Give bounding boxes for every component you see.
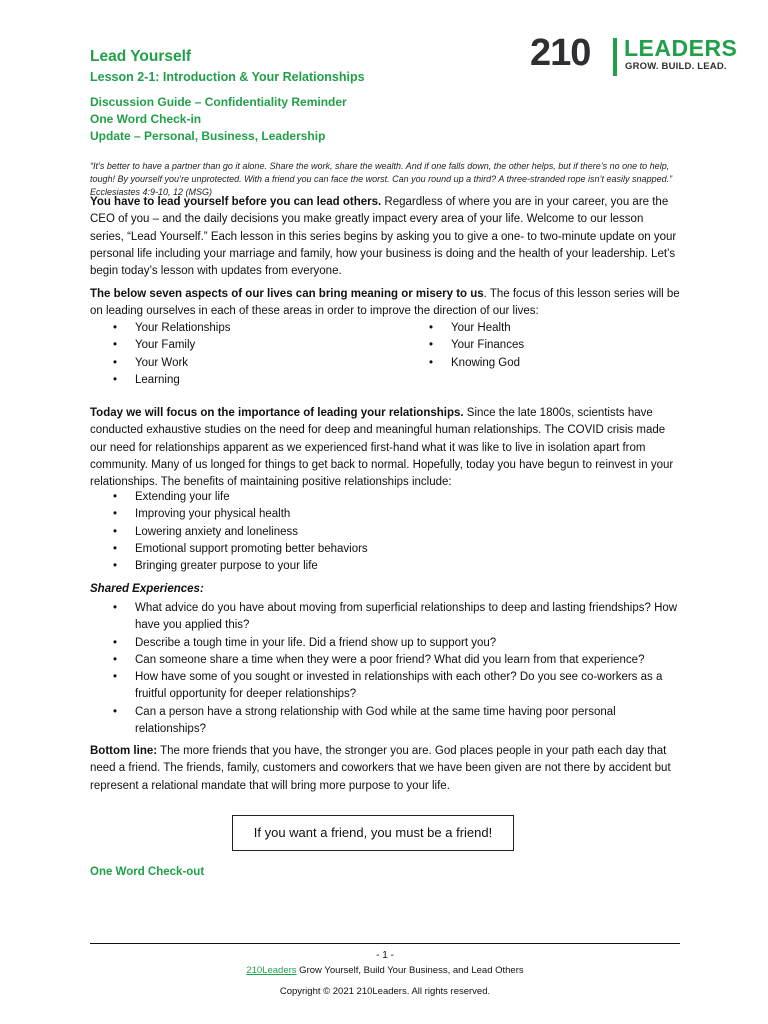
question-item: • Can a person have a strong relationship with God while at the same time having poor personal relationships?	[90, 704, 680, 739]
logo-tagline: GROW. BUILD. LEAD.	[625, 61, 727, 72]
list-item: • Your Family	[90, 337, 380, 354]
shared-questions-list	[90, 600, 680, 738]
logo-word: LEADERS	[624, 35, 738, 61]
check-out-heading: One Word Check-out	[90, 866, 205, 878]
logo-number: 210	[530, 32, 591, 74]
shared-experiences-heading: Shared Experiences:	[90, 583, 204, 595]
footer-tagline-text: Grow Yourself, Build Your Business, and Lead Others	[296, 965, 524, 976]
aspects-bold: The below seven aspects of our lives can bring meaning or misery to us	[90, 288, 484, 300]
aspects-text: . The focus of this lesson series will be on leading ourselves in each of these areas in order to improve the direction of our lives:	[90, 288, 680, 318]
list-item: • Knowing God	[406, 355, 676, 372]
footer-divider	[90, 943, 680, 944]
bottom-line-bold: Bottom line:	[90, 745, 158, 757]
list-item: • Extending your life	[90, 489, 680, 506]
list-item: • Lowering anxiety and loneliness	[90, 524, 680, 541]
list-item: • Your Finances	[406, 337, 676, 354]
footer-tagline	[90, 965, 680, 976]
question-item: • Describe a tough time in your life. Did a friend show up to support you?	[90, 635, 680, 652]
aspects-list-right	[406, 320, 676, 372]
check-in-heading: One Word Check-in	[90, 112, 202, 126]
callout-box: If you want a friend, you must be a friend!	[232, 815, 514, 851]
210leaders-logo	[530, 34, 768, 78]
list-item: • Bringing greater purpose to your life	[90, 558, 680, 575]
question-item: • How have some of you sought or invested in relationships with each other? Do you see co-workers as a fruitful opportunity for deeper relationships?	[90, 669, 680, 704]
focus-bold: Today we will focus on the importance of leading your relationships.	[90, 407, 464, 419]
aspects-paragraph	[90, 286, 680, 321]
bottom-line-paragraph	[90, 743, 680, 795]
lesson-title: Lesson 2-1: Introduction & Your Relationships	[90, 70, 365, 84]
footer-link[interactable]: 210Leaders	[246, 965, 297, 976]
document-title: Lead Yourself	[90, 48, 192, 65]
focus-text: Since the late 1800s, scientists have conducted exhaustive studies on the need for deep and meaningful human relationships. The COVID crisis made our need for relationships apparent as we experienced first-hand what it was like to live in isolation apart from community. Many of us longed for things to get back to normal. Hopefully, today you have begun to reinvest in your relationships. The benefits of maintaining positive relationships include:	[90, 407, 674, 489]
aspects-list-left	[90, 320, 380, 389]
discussion-guide-heading: Discussion Guide – Confidentiality Reminder	[90, 95, 347, 109]
benefits-list	[90, 489, 680, 575]
focus-paragraph	[90, 405, 680, 491]
logo-divider	[613, 38, 617, 76]
list-item: • Your Health	[406, 320, 676, 337]
update-heading: Update – Personal, Business, Leadership	[90, 129, 326, 143]
bottom-line-text: The more friends that you have, the stronger you are. God places people in your path each day that need a friend. The friends, family, customers and coworkers that we have been given are not there by accident but represent a relational mandate that will bring more purpose to your life.	[90, 745, 671, 792]
intro-text: Regardless of where you are in your career, you are the CEO of you – and the daily decisions you make greatly impact every area of your life. Welcome to our lesson series, “Lead Yourself.” Each lesson in this series begins by asking you to give a one- to two-minute update on your personal life including your marriage and family, how your business is doing and the health of your leadership. Let’s begin today’s lesson with updates from everyone.	[90, 196, 677, 278]
intro-bold: You have to lead yourself before you can lead others.	[90, 196, 382, 208]
page-number: - 1 -	[376, 950, 394, 961]
copyright: Copyright © 2021 210Leaders. All rights reserved.	[279, 986, 491, 997]
list-item: • Improving your physical health	[90, 506, 680, 523]
list-item: • Learning	[90, 372, 380, 389]
list-item: • Your Relationships	[90, 320, 380, 337]
intro-paragraph	[90, 194, 680, 280]
scripture-quote: “It’s better to have a partner than go it alone. Share the work, share the wealth. And if one falls down, the other helps, but if there’s no one to help, tough! By yourself you’re unprotected. With a friend you can face the worst. Can you round up a third? A three-stranded rope isn’t easily snapped.” Ecclesiastes 4:9-10, 12 (MSG)	[90, 161, 673, 197]
question-item: • Can someone share a time when they were a poor friend? What did you learn from that experience?	[90, 652, 680, 669]
list-item: • Emotional support promoting better behaviors	[90, 541, 680, 558]
list-item: • Your Work	[90, 355, 380, 372]
question-item: • What advice do you have about moving from superficial relationships to deep and lasting friendships? How have you applied this?	[90, 600, 680, 635]
